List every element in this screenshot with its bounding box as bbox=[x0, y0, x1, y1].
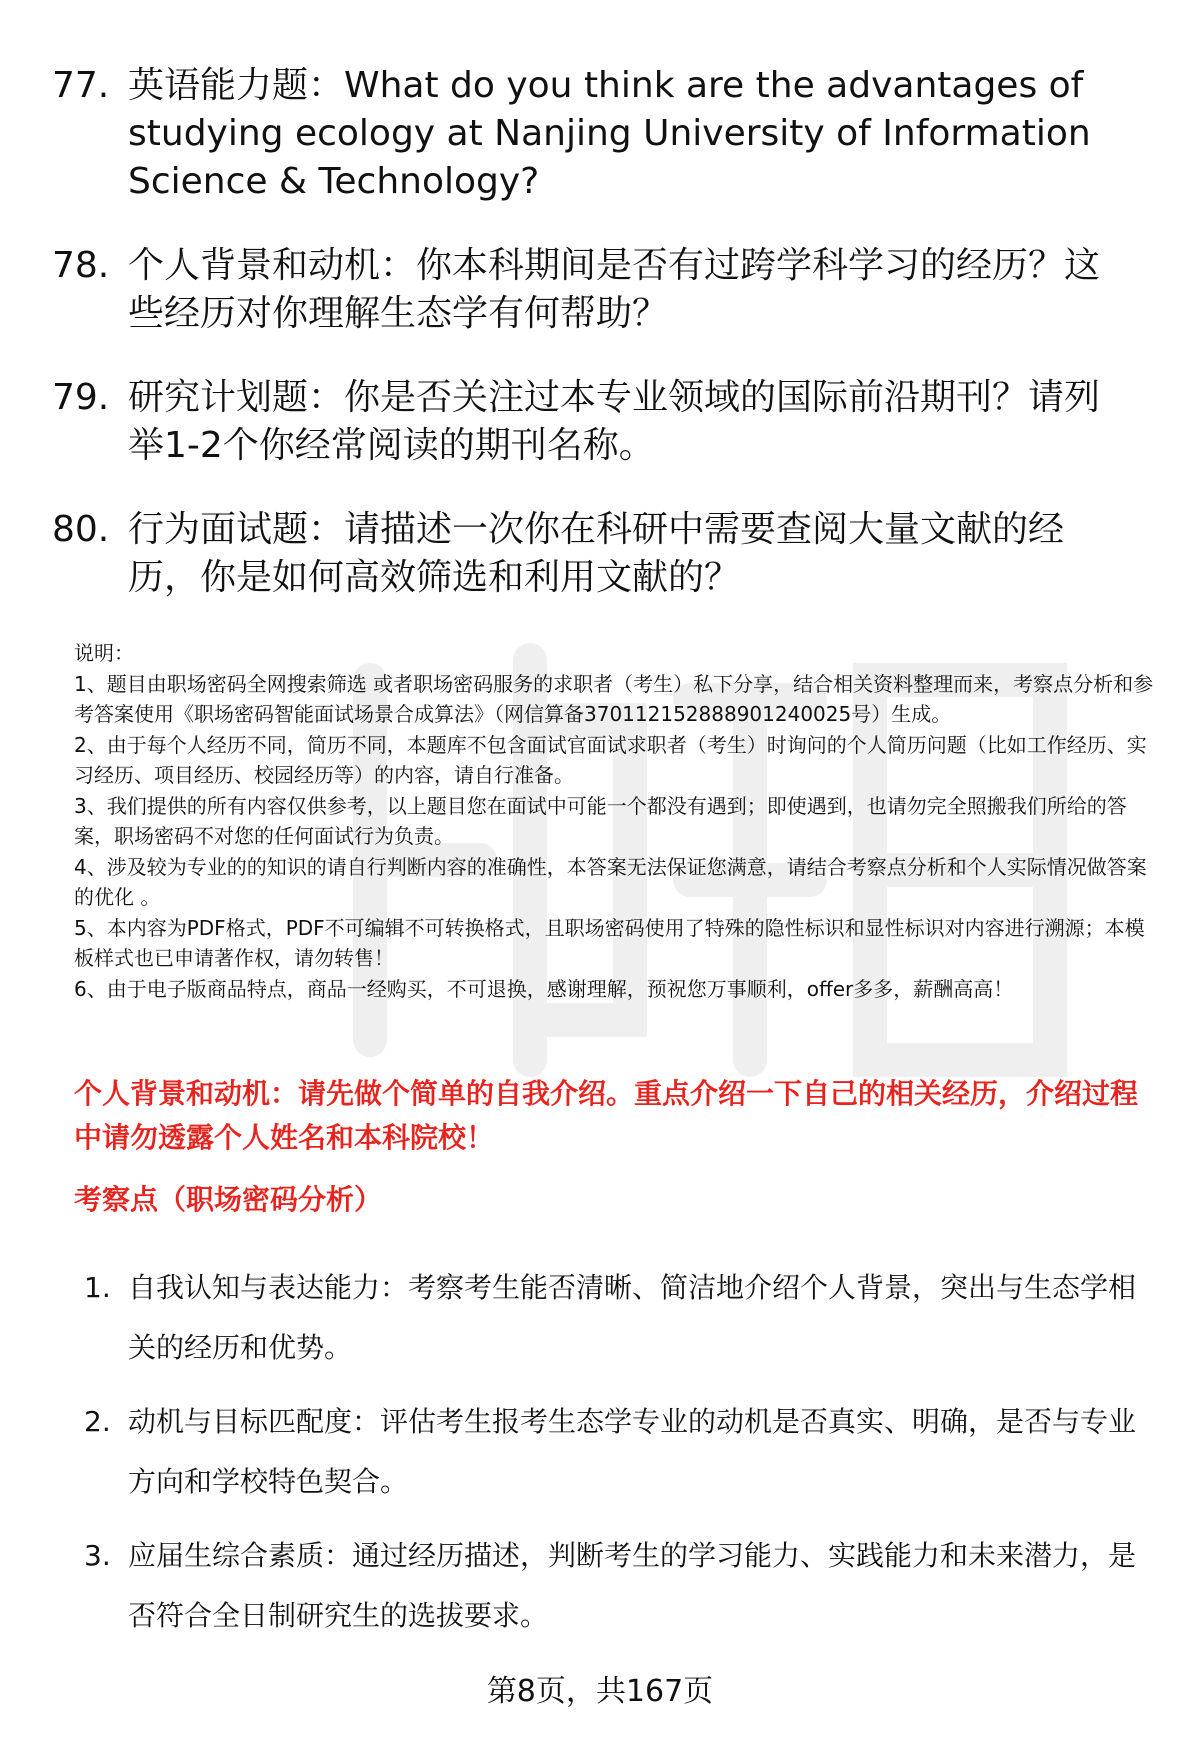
note-item: 2、由于每个人经历不同，简历不同，本题库不包含面试官面试求职者（考生）时询问的个人简历问题（比如工作经历、实习经历、项目经历、校园经历等）的内容，请自行准备。 bbox=[74, 732, 1147, 787]
question-text: 研究计划题：你是否关注过本专业领域的国际前沿期刊？请列举1-2个你经常阅读的期刊名称。 bbox=[128, 377, 1101, 466]
notes-block bbox=[74, 638, 1154, 1004]
question-number: 79. bbox=[52, 377, 110, 418]
analysis-point bbox=[84, 1258, 1154, 1378]
question-item bbox=[52, 62, 1152, 206]
question-text: 行为面试题：请描述一次你在科研中需要查阅大量文献的经历，你是如何高效筛选和利用文献的？ bbox=[128, 509, 1065, 598]
point-text: 动机与目标匹配度：评估考生报考生态学专业的动机是否真实、明确，是否与专业方向和学校特色契合。 bbox=[128, 1405, 1137, 1498]
point-text: 应届生综合素质：通过经历描述，判断考生的学习能力、实践能力和未来潜力，是否符合全日制研究生的选拔要求。 bbox=[128, 1539, 1137, 1632]
notes-title: 说明： bbox=[74, 641, 134, 665]
question-text: 个人背景和动机：你本科期间是否有过跨学科学习的经历？这些经历对你理解生态学有何帮助？ bbox=[128, 245, 1101, 334]
point-number: 3. bbox=[84, 1539, 111, 1572]
point-number: 1. bbox=[84, 1271, 111, 1304]
note-item: 3、我们提供的所有内容仅供参考，以上题目您在面试中可能一个都没有遇到；即使遇到，也请勿完全照搬我们所给的答案，职场密码不对您的任何面试行为负责。 bbox=[74, 793, 1127, 848]
section-heading: 个人背景和动机：请先做个简单的自我介绍。重点介绍一下自己的相关经历，介绍过程中请勿透露个人姓名和本科院校！ bbox=[74, 1077, 1139, 1154]
question-item bbox=[52, 374, 1152, 470]
question-number: 78. bbox=[52, 245, 110, 286]
note-item: 1、题目由职场密码全网搜索筛选 或者职场密码服务的求职者（考生）私下分享，结合相关资料整理而来，考察点分析和参考答案使用《职场密码智能面试场景合成算法》（网信算备370112152888901240025号）生成。 bbox=[74, 671, 1154, 726]
point-text: 自我认知与表达能力：考察考生能否清晰、简洁地介绍个人背景，突出与生态学相关的经历和优势。 bbox=[128, 1271, 1137, 1364]
note-item: 6、由于电子版商品特点，商品一经购买，不可退换，感谢理解，预祝您万事顺利，offer多多，薪酬高高！ bbox=[74, 976, 1014, 1001]
question-list bbox=[52, 62, 1152, 638]
note-item: 5、本内容为PDF格式，PDF不可编辑不可转换格式，且职场密码使用了特殊的隐性标识和显性标识对内容进行溯源；本模板样式也已申请著作权，请勿转售！ bbox=[74, 915, 1145, 970]
analysis-point bbox=[84, 1526, 1154, 1646]
analysis-point bbox=[84, 1392, 1154, 1512]
page-footer: 第8页，共167页 bbox=[486, 1674, 714, 1709]
point-number: 2. bbox=[84, 1405, 111, 1438]
question-number: 80. bbox=[52, 509, 110, 550]
question-item bbox=[52, 242, 1152, 338]
note-item: 4、涉及较为专业的的知识的请自行判断内容的准确性，本答案无法保证您满意，请结合考察点分析和个人实际情况做答案的优化 。 bbox=[74, 854, 1147, 909]
question-number: 77. bbox=[52, 65, 110, 106]
question-item bbox=[52, 506, 1152, 602]
analysis-points bbox=[84, 1258, 1154, 1660]
question-text: 英语能力题：What do you think are the advantages of studying ecology at Nanjing University of Information Science & Technology? bbox=[128, 65, 1091, 202]
analysis-subheading: 考察点（职场密码分析） bbox=[74, 1183, 383, 1216]
